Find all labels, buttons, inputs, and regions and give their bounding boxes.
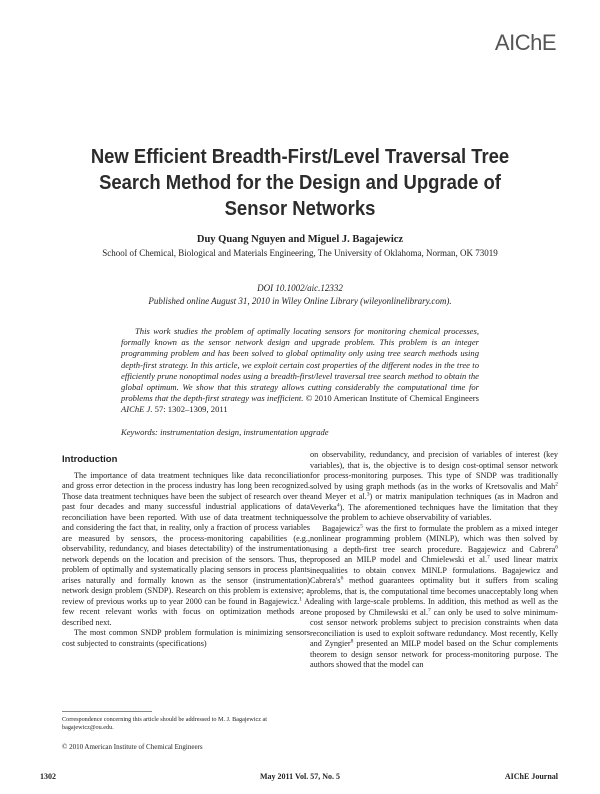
page-number: 1302 bbox=[40, 772, 56, 781]
paragraph-text: Bagajewicz bbox=[322, 523, 361, 533]
paragraph-text: on observability, redundancy, and precision of variables of interest (key variables), that is, the objective is to design cost-optimal sensor network for process-monitoring purposes. This type of SNDP was traditionally solved by using graph methods (as in the works of Kretsovalis and Mah bbox=[310, 450, 558, 491]
page-footer bbox=[0, 772, 600, 784]
citation-ref: 3 bbox=[366, 491, 370, 498]
citation-ref: 7 bbox=[487, 554, 490, 561]
citation-ref: 4 bbox=[336, 501, 340, 508]
paragraph-text: ). The aforementioned techniques have the limitation that they solve the problem to achieve observability of variables. bbox=[310, 502, 558, 522]
paragraph-text: ) or matrix manipulation techniques (as in Madron and Veverka bbox=[310, 492, 559, 512]
right-column bbox=[310, 450, 558, 671]
citation-ref: 6 bbox=[555, 543, 558, 550]
paragraph-text: can only be used to solve minimum-cost sensor network problems subject to precision constraints when data reconciliation is used to exploit software redundancy. Most recently, Kelly and Zyngier bbox=[310, 607, 559, 648]
correspondence-footnote: Correspondence concerning this article should be addressed to M. J. Bagajewicz at bagajewicz@ou.edu. bbox=[62, 716, 267, 731]
journal-name: AIChE Journal bbox=[504, 772, 558, 781]
abstract-citation: 57: 1302–1309, 2011 bbox=[154, 404, 228, 415]
left-column bbox=[62, 455, 310, 649]
article-doi: DOI 10.1002/aic.12332 bbox=[257, 283, 343, 293]
article-title: New Efficient Breadth-First/Level Traversal Tree Search Method for the Design and Upgrade of Sensor Networks bbox=[90, 145, 510, 220]
citation-ref: 6 bbox=[340, 575, 344, 582]
paragraph-text: A few recent relevant works with focus on optimization methods are described next. bbox=[62, 596, 310, 627]
citation-ref: 2 bbox=[555, 480, 558, 487]
section-heading: Introduction bbox=[62, 454, 118, 465]
paragraph-text: presented an MILP model based on the Schur complements theorem to design sensor network for process-monitoring purpose. The authors showed that the model can bbox=[310, 639, 558, 669]
intro-paragraph-2: The most common SNDP problem formulation is minimizing sensors cost subjected to constraints (specifications) bbox=[62, 628, 310, 648]
intro-paragraph-3 bbox=[310, 450, 558, 524]
paragraph-text: and Meyer et al. bbox=[310, 492, 367, 501]
copyright-notice: © 2010 American Institute of Chemical Engineers bbox=[62, 743, 203, 751]
keywords: Keywords: instrumentation design, instrumentation upgrade bbox=[121, 427, 329, 437]
paragraph-text: method guarantees optimality but it suffers from scaling problems, that is, the computational time becomes unacceptably long when dealing with large-scale problems. In addition, this method as well as the one proposed by Chmilewski et al. bbox=[310, 576, 558, 617]
journal-logo: AIChE bbox=[494, 30, 556, 55]
abstract-journal-ref: AIChE J. bbox=[121, 404, 153, 415]
footnote-divider bbox=[62, 711, 152, 712]
intro-paragraph-4 bbox=[310, 524, 558, 671]
paragraph-text: The importance of data treatment techniques like data reconciliation and gross error detection in the process industry has long been recognized. Those data treatment techniques have been the subject of research over the past four decades and many successful industrial applications of data reconciliation have been reported. With use of data treatment techniques and considering the fact that, in reality, only a fraction of process variables are measured by sensors, the process-monitoring capabilities (e.g., observability, redundancy, and biases detectability) of the instrumentation network depends on the location and precision of the sensors. Thus, the problem of optimally and systematically placing sensors in process plants arises naturally and formally known as the sensor (instrumentation) network design problem (SNDP). Research on this problem is extensive; a review of previous works up to year 2000 can be found in Bagajewicz. bbox=[62, 470, 310, 606]
issue-info: May 2011 Vol. 57, No. 5 bbox=[259, 772, 340, 781]
publication-info: Published online August 31, 2010 in Wiley Online Library (wileyonlinelibrary.com). bbox=[148, 296, 452, 306]
author-affiliation: School of Chemical, Biological and Materials Engineering, The University of Oklahoma, Norman, OK 73019 bbox=[102, 248, 498, 258]
article-authors: Duy Quang Nguyen and Miguel J. Bagajewicz bbox=[196, 234, 404, 245]
citation-ref: 5 bbox=[360, 522, 363, 529]
abstract-copyright: © 2010 American Institute of Chemical Engineers bbox=[305, 393, 479, 404]
intro-paragraph-1 bbox=[62, 471, 310, 629]
paragraph-text: was the first to formulate the problem as a mixed integer nonlinear programming problem (MINLP), which was then solved by using a depth-first tree search procedure. Bagajewicz and Cabrera bbox=[310, 523, 558, 554]
abstract-text: This work studies the problem of optimally locating sensors for monitoring chemical processes, formally known as the sensor network design and upgrade problem. This problem is an integer programming problem and has been solved to global optimality only using tree search methods using depth-first strategy. In this article, we exploit certain cost properties of the different nodes in the tree to efficiently prune nonoptimal nodes using a breadth-first/level traversal tree search method to obtain the global optimum. We show that this strategy allows cutting considerably the computational time for problems that the depth-first strategy was inefficient. bbox=[121, 326, 479, 404]
citation-ref: 8 bbox=[350, 638, 354, 645]
citation-ref: 1 bbox=[299, 595, 303, 602]
abstract bbox=[121, 326, 479, 416]
citation-ref: 7 bbox=[428, 606, 431, 613]
paragraph-text: used linear matrix inequalities to obtain convex MINLP formulations. Bagajewicz and Cabrera's bbox=[310, 555, 558, 585]
paragraph-text: proposed an MILP model and Chmielewski et al. bbox=[310, 555, 488, 564]
